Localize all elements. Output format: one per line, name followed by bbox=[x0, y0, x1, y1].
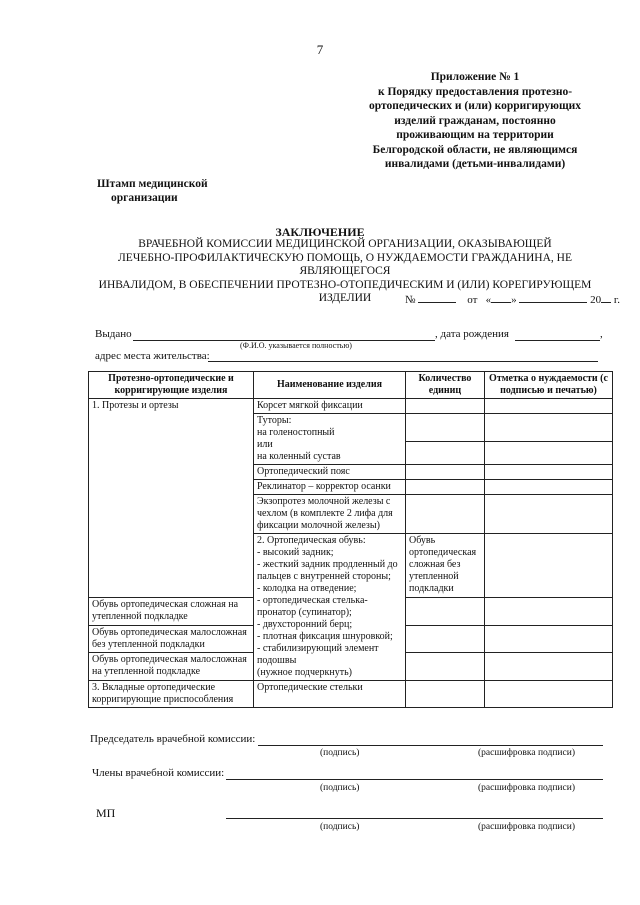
quantity-cell[interactable] bbox=[406, 414, 485, 465]
number-field[interactable] bbox=[418, 292, 456, 303]
birth-date-field[interactable] bbox=[515, 340, 600, 341]
category-line: - двухсторонний берц; bbox=[257, 619, 353, 630]
need-mark-cell[interactable] bbox=[485, 399, 613, 414]
item-cell: Обувь ортопедическая сложная без утепленной подкладки bbox=[406, 534, 485, 598]
decode-caption: (расшифровка подписи) bbox=[478, 822, 575, 832]
item-cell bbox=[254, 414, 406, 465]
item-cell: Ортопедические стельки bbox=[254, 681, 406, 708]
appendix-line: проживающим на территории bbox=[396, 129, 554, 141]
item-cell: Обувь ортопедическая малосложная без утепленной подкладки bbox=[89, 625, 254, 653]
members-signature-field-2[interactable] bbox=[226, 818, 603, 819]
page-number: 7 bbox=[316, 42, 324, 57]
address-label: адрес места жительства: bbox=[95, 350, 210, 362]
need-mark-cell[interactable] bbox=[485, 495, 613, 534]
quantity-cell[interactable] bbox=[406, 495, 485, 534]
quantity-cell[interactable] bbox=[406, 399, 485, 414]
document-title: ЗАКЛЮЧЕНИЕ bbox=[275, 225, 365, 239]
need-mark-cell[interactable] bbox=[485, 681, 613, 708]
need-mark-cell[interactable] bbox=[485, 480, 613, 495]
appendix-line: Приложение № 1 bbox=[430, 71, 520, 83]
stamp-line: организации bbox=[111, 192, 178, 204]
category-line: - колодка на отведение; bbox=[257, 583, 357, 594]
stamp-placeholder bbox=[97, 177, 208, 205]
category-line: - ортопедическая стелька-пронатор (супинатор); bbox=[257, 595, 368, 618]
appendix-line: изделий гражданам, постоянно bbox=[394, 114, 556, 127]
column-header: Протезно-ортопедические и корригирующие изделия bbox=[89, 372, 254, 399]
item-line: на коленный сустав bbox=[257, 451, 341, 462]
category-line: - плотная фиксация шнуровкой; bbox=[257, 631, 393, 642]
decode-caption: (расшифровка подписи) bbox=[478, 748, 575, 758]
quote-close: » bbox=[511, 294, 517, 306]
products-table bbox=[88, 371, 613, 708]
category-line: 2. Ортопедическая обувь: bbox=[257, 535, 366, 546]
need-mark-cell[interactable] bbox=[485, 653, 613, 681]
stamp-line: Штамп медицинской bbox=[97, 178, 208, 190]
item-cell: Ортопедический пояс bbox=[254, 465, 406, 480]
table-row bbox=[89, 681, 613, 708]
seal-placeholder: МП bbox=[96, 806, 116, 820]
appendix-line: инвалидами (детьми-инвалидами) bbox=[384, 158, 566, 170]
item-line: на голеностопный bbox=[257, 427, 335, 438]
month-field[interactable] bbox=[519, 292, 587, 303]
item-line: Туторы: bbox=[257, 415, 292, 426]
day-field[interactable] bbox=[491, 292, 511, 303]
year-field[interactable] bbox=[601, 292, 611, 303]
category-cell: 1. Протезы и ортезы bbox=[89, 399, 254, 598]
document-number-line bbox=[405, 292, 620, 306]
issued-label: Выдано bbox=[95, 328, 132, 340]
column-header: Количество единиц bbox=[406, 372, 485, 399]
need-mark-cell[interactable] bbox=[485, 465, 613, 480]
column-header: Наименование изделия bbox=[254, 372, 406, 399]
year-prefix: 20 bbox=[590, 294, 602, 306]
birth-date-label: , дата рождения bbox=[435, 328, 509, 340]
chair-signature-field[interactable] bbox=[258, 745, 603, 746]
category-line: - высокий задник; bbox=[257, 547, 334, 558]
quantity-cell[interactable] bbox=[406, 598, 485, 626]
quantity-cell[interactable] bbox=[406, 625, 485, 653]
item-cell: Корсет мягкой фиксации bbox=[254, 399, 406, 414]
category-cell: 3. Вкладные ортопедические корригирующие приспособления bbox=[89, 681, 254, 708]
number-label: № bbox=[405, 294, 416, 306]
sign-caption: (подпись) bbox=[320, 822, 360, 832]
appendix-header bbox=[325, 70, 625, 172]
appendix-line: Белгородской области, не являющимся bbox=[372, 143, 578, 156]
item-line: или bbox=[257, 439, 273, 450]
category-line: - стабилизирующий элемент подошвы bbox=[257, 643, 379, 666]
need-mark-cell[interactable] bbox=[485, 414, 613, 465]
category-line: (нужное подчеркнуть) bbox=[257, 667, 352, 678]
category-cell bbox=[254, 534, 406, 681]
members-signature-field[interactable] bbox=[226, 779, 603, 780]
chair-label: Председатель врачебной комиссии: bbox=[90, 733, 256, 745]
item-cell: Реклинатор – корректор осанки bbox=[254, 480, 406, 495]
decode-caption: (расшифровка подписи) bbox=[478, 783, 575, 793]
quote-open: « bbox=[485, 294, 492, 306]
quantity-cell[interactable] bbox=[406, 465, 485, 480]
table-header-row bbox=[89, 372, 613, 399]
table-row bbox=[89, 399, 613, 414]
item-cell: Обувь ортопедическая малосложная на утепленной подкладке bbox=[89, 653, 254, 681]
issued-line bbox=[95, 328, 615, 340]
subtitle-line: ИНВАЛИДОМ, В ОБЕСПЕЧЕНИИ ПРОТЕЗНО-ОТОПЕДИЧЕСКИМ И (ИЛИ) КОРЕГИРУЮЩЕМ ИЗДЕЛИИ bbox=[98, 278, 592, 304]
from-label: от bbox=[467, 294, 478, 306]
column-header: Отметка о нуждаемости (с подписью и печатью) bbox=[485, 372, 613, 399]
subtitle-line: ЛЕЧЕБНО-ПРОФИЛАКТИЧЕСКУЮ ПОМОЩЬ, О НУЖДАЕМОСТИ ГРАЖДАНИНА, НЕ ЯВЛЯЮЩЕГОСЯ bbox=[118, 251, 572, 277]
quantity-cell[interactable] bbox=[406, 653, 485, 681]
item-cell: Экзопротез молочной железы с чехлом (в комплекте 2 лифа для фиксации молочной железы) bbox=[254, 495, 406, 534]
quantity-cell[interactable] bbox=[485, 534, 613, 598]
appendix-line: к Порядку предоставления протезно- bbox=[377, 85, 573, 98]
sign-caption: (подпись) bbox=[320, 783, 360, 793]
appendix-line: ортопедических и (или) корригирующих bbox=[368, 100, 582, 112]
need-mark-cell[interactable] bbox=[485, 598, 613, 626]
category-line: - жесткий задник продленный до пальцев с внутренней стороны; bbox=[257, 559, 398, 582]
sign-caption: (подпись) bbox=[320, 748, 360, 758]
year-suffix: г. bbox=[613, 294, 620, 306]
fio-hint: (Ф.И.О. указывается полностью) bbox=[240, 341, 352, 350]
address-field[interactable] bbox=[208, 361, 598, 362]
subtitle-line: ВРАЧЕБНОЙ КОМИССИИ МЕДИЦИНСКОЙ ОРГАНИЗАЦИИ, ОКАЗЫВАЮЩЕЙ bbox=[138, 238, 552, 250]
quantity-cell[interactable] bbox=[406, 681, 485, 708]
members-label: Члены врачебной комиссии: bbox=[92, 767, 225, 779]
item-cell: Обувь ортопедическая сложная на утепленной подкладке bbox=[89, 598, 254, 626]
need-mark-cell[interactable] bbox=[485, 625, 613, 653]
quantity-cell[interactable] bbox=[406, 480, 485, 495]
